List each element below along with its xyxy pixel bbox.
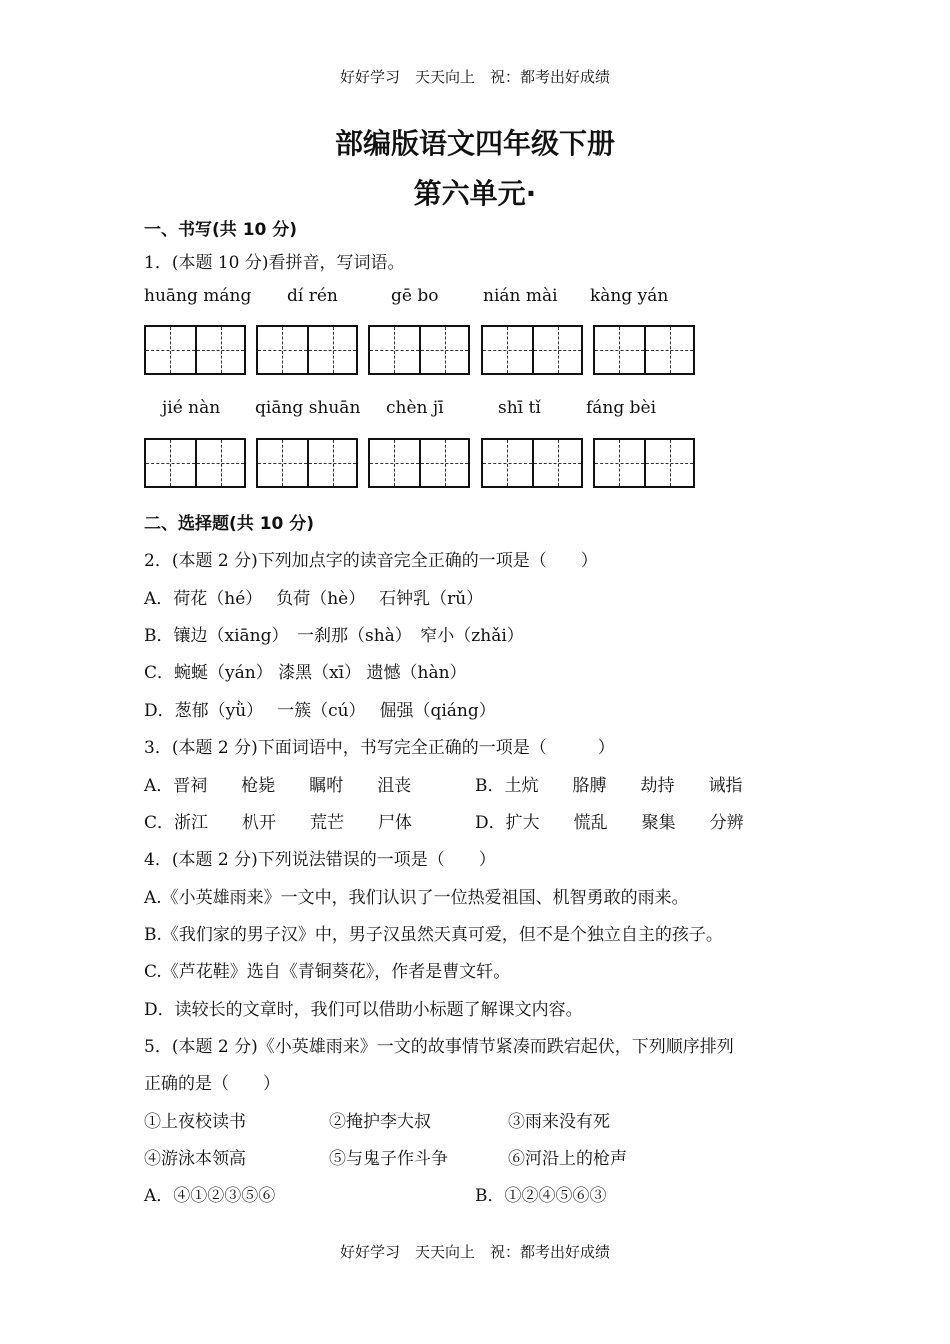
section-heading-writing: 一、书写(共 10 分) xyxy=(144,220,298,240)
option-d: D．葱郁（yǜ） 一簇（cú） 倔强（qiáng） xyxy=(144,701,496,721)
question-5: 5．(本题 2 分)《小英雄雨来》一文的故事情节紧凑而跌宕起伏，下列顺序排列 xyxy=(144,1037,734,1057)
option-b: B．镶边（xiāng） 一刹那（shà） 窄小（zhǎi） xyxy=(144,626,524,646)
writing-grid[interactable] xyxy=(593,325,695,375)
story-item: ①上夜校读书 xyxy=(144,1112,246,1132)
pinyin-label: jié nàn xyxy=(162,398,221,418)
option-a: A．晋祠 枪毙 瞩咐 沮丧 xyxy=(144,776,412,796)
pinyin-label: nián mài xyxy=(483,286,558,306)
option-a: A．④①②③⑤⑥ xyxy=(144,1186,276,1206)
option-a: A．荷花（hé） 负荷（hè） 石钟乳（rǔ） xyxy=(144,589,484,609)
section-heading-choice: 二、选择题(共 10 分) xyxy=(144,514,315,534)
option-c: C．浙江 朳开 荒芒 尸体 xyxy=(144,813,413,833)
option-d: D．扩大 慌乱 聚集 分辨 xyxy=(475,813,744,833)
page-header: 好好学习 天天向上 祝：都考出好成绩 xyxy=(339,68,610,86)
option-b: B．①②④⑤⑥③ xyxy=(475,1186,607,1206)
writing-grid[interactable] xyxy=(256,438,358,488)
question-1: 1．(本题 10 分)看拼音，写词语。 xyxy=(144,253,405,273)
writing-grid[interactable] xyxy=(593,438,695,488)
page-footer: 好好学习 天天向上 祝：都考出好成绩 xyxy=(339,1243,610,1261)
pinyin-label: kàng yán xyxy=(590,286,669,306)
pinyin-label: huāng máng xyxy=(144,286,252,306)
question-2: 2．(本题 2 分)下列加点字的读音完全正确的一项是（ ） xyxy=(144,551,598,571)
writing-grid[interactable] xyxy=(144,325,246,375)
option-b: B.《我们家的男子汉》中，男子汉虽然天真可爱，但不是个独立自主的孩子。 xyxy=(144,925,723,945)
page-title: 部编版语文四年级下册 xyxy=(334,127,615,160)
pinyin-label: dí rén xyxy=(287,286,338,306)
option-c: C．蜿蜒（yán） 漆黑（xī） 遗憾（hàn） xyxy=(144,663,467,683)
option-c: C.《芦花鞋》选自《青铜葵花》，作者是曹文轩。 xyxy=(144,962,511,982)
option-a: A.《小英雄雨来》一文中，我们认识了一位热爱祖国、机智勇敢的雨来。 xyxy=(144,888,689,908)
writing-grid[interactable] xyxy=(256,325,358,375)
story-item: ⑥河沿上的枪声 xyxy=(508,1149,627,1169)
story-item: ②掩护李大叔 xyxy=(329,1112,431,1132)
story-item: ④游泳本领高 xyxy=(144,1149,246,1169)
pinyin-label: qiāng shuān xyxy=(255,398,361,418)
question-3: 3．(本题 2 分)下面词语中，书写完全正确的一项是（ ） xyxy=(144,738,615,758)
story-item: ⑤与鬼子作斗争 xyxy=(329,1149,448,1169)
question-4: 4．(本题 2 分)下列说法错误的一项是（ ） xyxy=(144,850,496,870)
story-item: ③雨来没有死 xyxy=(508,1112,610,1132)
writing-grid[interactable] xyxy=(368,438,470,488)
page-subtitle: 第六单元· xyxy=(413,177,537,210)
option-d: D．读较长的文章时，我们可以借助小标题了解课文内容。 xyxy=(144,1000,583,1020)
writing-grid[interactable] xyxy=(481,325,583,375)
pinyin-label: fáng bèi xyxy=(586,398,657,418)
pinyin-label: gē bo xyxy=(391,286,439,306)
writing-grid[interactable] xyxy=(368,325,470,375)
option-b: B．土炕 胳膊 劫持 诫指 xyxy=(475,776,743,796)
pinyin-label: shī tǐ xyxy=(498,398,541,418)
pinyin-label: chèn jī xyxy=(386,398,444,418)
question-5-continued: 正确的是（ ） xyxy=(144,1074,280,1094)
writing-grid[interactable] xyxy=(144,438,246,488)
writing-grid[interactable] xyxy=(481,438,583,488)
